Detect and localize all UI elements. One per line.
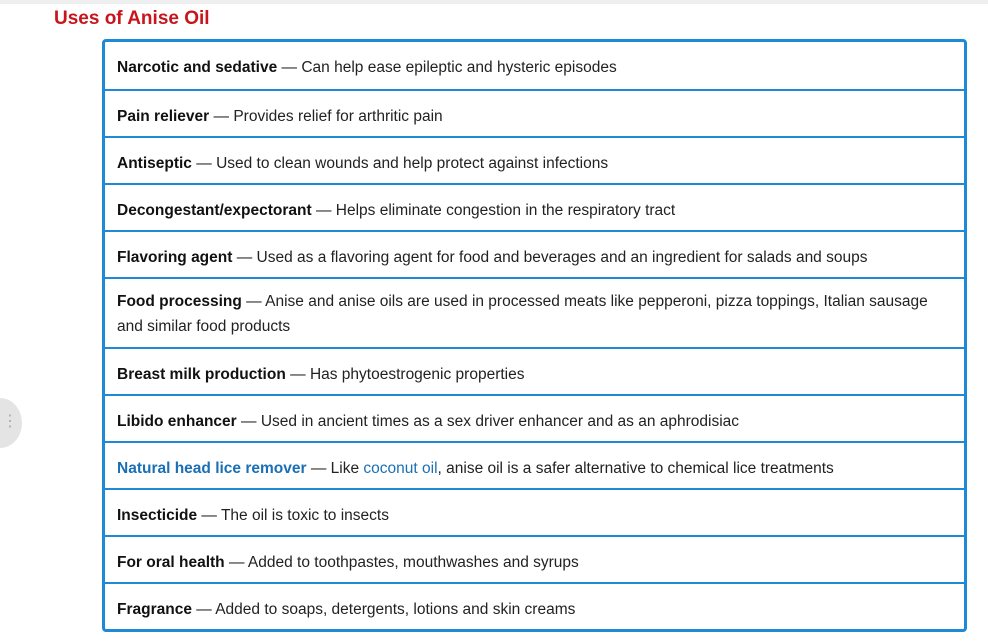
use-term: For oral health	[117, 554, 225, 571]
table-row	[105, 42, 964, 89]
use-description: Added to toothpastes, mouthwashes and syrups	[247, 554, 579, 571]
coconut-oil-link[interactable]: coconut oil	[363, 460, 438, 477]
use-description: The oil is toxic to insects	[220, 507, 389, 524]
use-term: Decongestant/expectorant	[117, 202, 312, 219]
side-scroll-button[interactable]	[0, 398, 22, 448]
use-description: Used to clean wounds and help protect against infections	[216, 155, 609, 172]
separator: —	[191, 155, 217, 172]
table-row	[105, 535, 964, 582]
use-description: Anise and anise oils are used in processed meats like pepperoni, pizza toppings, Italian sausage and similar food products	[117, 293, 928, 335]
separator: —	[285, 366, 310, 383]
table-row	[105, 488, 964, 535]
use-description: Has phytoestrogenic properties	[309, 366, 525, 383]
use-term: Fragrance	[117, 601, 192, 618]
separator: —	[311, 202, 336, 219]
use-description: Used as a flavoring agent for food and beverages and an ingredient for salads and soups	[256, 249, 868, 266]
use-description: Provides relief for arthritic pain	[233, 108, 443, 125]
use-description-suffix: , anise oil is a safer alternative to chemical lice treatments	[437, 460, 834, 477]
separator: —	[236, 413, 261, 430]
use-term: Food processing	[117, 293, 242, 310]
use-term: Insecticide	[117, 507, 198, 524]
table-row	[105, 394, 964, 441]
use-term: Narcotic and sedative	[117, 59, 278, 76]
separator: —	[241, 293, 266, 310]
use-term: Breast milk production	[117, 366, 286, 383]
top-strip	[0, 0, 988, 4]
separator: —	[277, 59, 302, 76]
table-row	[105, 441, 964, 488]
table-row	[105, 582, 964, 629]
separator: —	[306, 460, 331, 477]
separator: —	[232, 249, 257, 266]
use-term: Flavoring agent	[117, 249, 233, 266]
use-description-prefix: Like	[330, 460, 364, 477]
table-row	[105, 136, 964, 183]
use-term: Libido enhancer	[117, 413, 237, 430]
head-lice-link[interactable]: Natural head lice remover	[117, 460, 307, 477]
separator: —	[209, 108, 234, 125]
use-term: Antiseptic	[117, 155, 192, 172]
use-description: Helps eliminate congestion in the respiratory tract	[335, 202, 676, 219]
separator: —	[197, 507, 221, 524]
uses-table	[102, 39, 967, 632]
table-row	[105, 230, 964, 277]
use-description: Can help ease epileptic and hysteric episodes	[301, 59, 617, 76]
use-term: Pain reliever	[117, 108, 210, 125]
page-title: Uses of Anise Oil	[54, 8, 210, 29]
table-row	[105, 277, 964, 347]
table-row	[105, 89, 964, 136]
separator: —	[191, 601, 216, 618]
use-description: Added to soaps, detergents, lotions and skin creams	[215, 601, 576, 618]
table-row	[105, 183, 964, 230]
more-icon: ⋮	[2, 413, 18, 430]
use-description: Used in ancient times as a sex driver enhancer and as an aphrodisiac	[260, 413, 740, 430]
table-row	[105, 347, 964, 394]
separator: —	[224, 554, 248, 571]
